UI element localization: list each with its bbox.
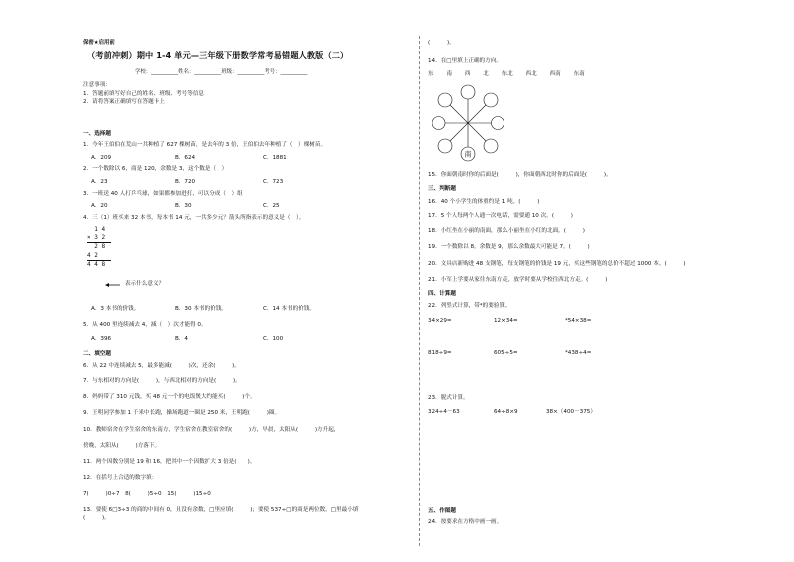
section-heading-calc: 四、计算题 [428,291,456,297]
section-heading-choice: 一、选择题 [83,131,111,137]
notes-title: 注意事项： [83,82,111,88]
option: B．624 [175,155,196,161]
question-17: 17．5 个人每两个人通一次电话，需要通 10 次。( ) [428,213,573,219]
question-1: 1．今年王伯伯在荒山一共种植了 627 棵树苗，是去年的 3 倍，王伯伯去年种植了（ ）棵树苗。 [83,142,327,148]
question-5: 5．从 400 里连续减去 4，減（ ）次才能得 0。 [83,322,207,328]
question-8: 8．妈妈带了 310 元钱，买 48 元一个的电饭煲大约能买( )个。 [83,394,256,400]
question-16: 16．40 个小学生的体重约是 1 吨。( ) [428,199,540,205]
option: B．30 本书的价钱。 [175,306,227,312]
question-12-items: 7( )0÷7 8( )5÷0 15( )15÷0 [83,491,211,497]
question-13-continued: ( )。 [83,515,110,521]
option: B．30 [175,203,192,209]
note-item: 1．答题前填写好自己的姓名、班级、考号等信息 [83,91,205,97]
direction-words [428,71,596,78]
calc-row: 4 2 [87,252,98,259]
compass-diagram [432,84,504,164]
option: A．23 [91,179,108,185]
question-24: 24．按要求在方格中画一画。 [428,519,503,525]
question-20: 20．文具店新购进 48 支钢笔，每支钢笔的价钱是 19 元，买这些钢笔的总价不超过 1000 本。( ) [428,261,686,267]
option: A．396 [91,336,112,342]
question-4: 4．三（1）班买来 32 本书，每本书 14 元，一共多少元？箭头所指表示的意义是（ ）。 [83,215,305,221]
direction-word: 西 [464,71,471,77]
question-23: 23．脱式计算。 [428,395,469,401]
arrow-label: 表示什么意义？ [125,281,165,287]
compass-center-label: 南 [464,150,472,159]
option: B．720 [175,179,196,185]
direction-word: 西北 [525,71,537,77]
calc-expression: 34×29= [428,318,452,324]
question-10-continued: 傍晚，太阳从( )方落下。 [83,443,161,449]
calc-row: 1 4 [87,226,106,233]
vertical-multiplication [87,226,127,276]
student-info-line: 学校：__________姓名：__________班级：__________考号：__________ [135,69,308,75]
section-heading-fill: 二、填空题 [83,351,111,357]
option: A．20 [91,203,108,209]
arrow-icon [105,282,121,288]
option: C．14 本书的价钱。 [263,306,315,312]
question-10: 10．教师宿舍在学生宿舍的东南方，学生宿舍在教室宿舍的( )方，早晨，太阳从( )方升起， [83,427,340,433]
calc-row: 2 8 [87,243,106,250]
question-3: 3．一班送 40 人打乒乓球，如果都参加进打，可以分成（ ）组 [83,191,243,197]
section-heading-draw: 五、作图题 [428,508,456,514]
calc-row: × 3 2 [87,234,106,241]
option: C．100 [263,336,284,342]
secret-label: 保密★启用前 [83,40,115,46]
blank-circle [484,139,498,153]
option: A．3 本书的价钱。 [91,306,140,312]
direction-word: 东南 [573,71,585,77]
question-2: 2．一个数除以 6，商是 120，余数是 3，这个数是（ ） [83,166,228,172]
calc-expression: 324÷4－63 [428,409,460,415]
option: C．1881 [263,155,287,161]
question-12: 12．在括号上合适的数字填： [83,475,158,481]
question-22: 22．列竖式计算，带*的要验算。 [428,303,511,309]
option: B．4 [175,336,188,342]
direction-word: 东北 [501,71,513,77]
direction-word: 北 [483,71,489,77]
page-title: （考前冲刺）期中 1-4 单元—三年级下册数学常考易错题人教版（二） [87,50,349,60]
question-7: 7．与东相对的方向是( )，与西北相对的方向是( )。 [83,378,241,384]
calc-expression: 605÷5= [494,350,518,356]
blank-circle [432,117,445,130]
section-heading-judge: 三、判断题 [428,186,456,192]
blank-circle [438,93,452,107]
question-19: 19．一个数除以 8，余数是 9，那么余数最大可能是 7。( ) [428,244,590,250]
question-6: 6．从 22 中连续减去 5，最多能減( )次，还余( )。 [83,363,240,369]
direction-word: 西南 [549,71,561,77]
calc-expression: 12×34= [494,318,518,324]
calc-expression: *54×38= [565,318,592,324]
option: A．209 [91,155,112,161]
blank-circle [438,139,452,153]
question-13-tail: ( )。 [428,40,455,46]
question-21: 21．小军上学要从家往东南方走，放学时要从学校往西北方走。( ) [428,277,608,283]
direction-word: 东 [428,71,434,77]
option: C．25 [263,203,280,209]
calc-row: 4 4 8 [87,261,106,268]
question-18: 18．小红坐在小丽的南面，那么小丽坐在小红的北面。( ) [428,228,585,234]
column-divider [419,36,420,546]
calc-expression: 818÷9= [428,350,452,356]
calc-expression: 38×（400－375） [546,409,596,415]
calc-expression: *438÷4= [565,350,592,356]
note-item: 2．请将答案正确填写在答题卡上 [83,99,165,105]
question-11: 11．两个因数分别是 19 和 16，把其中一个因数扩大 3 倍是( )。 [83,459,256,465]
direction-word: 南 [446,71,452,77]
blank-circle [461,85,475,99]
question-15: 15．你面朝南时你的后面是( )，你面朝西北时你的后面是( )。 [428,172,612,178]
question-13: 13．要使 6□3÷3 的商的中间有 0，且没有余数，□里应填( )；要使 537÷□的商是两位数，□里最小填 [83,507,359,513]
calc-expression: 64÷8×9 [494,409,518,415]
option: C．723 [263,179,284,185]
blank-circle [492,117,505,130]
question-9: 9．王明同学参加 1 千米中长跑，操场跑道一圈是 250 米，王明跑( )圈。 [83,410,281,416]
blank-circle [484,93,498,107]
question-14: 14．在□里填上正确的方向。 [428,58,502,64]
